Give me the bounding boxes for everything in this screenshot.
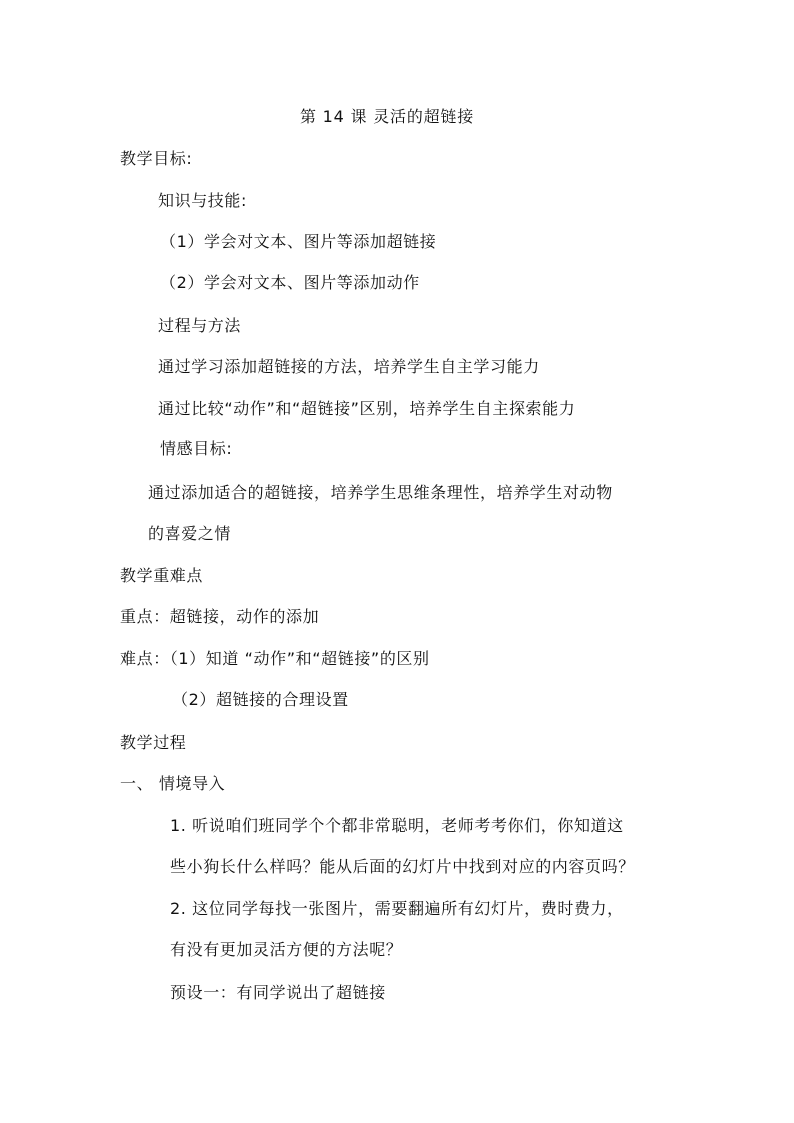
emotion-heading: 情感目标: bbox=[160, 439, 233, 458]
emotion-text-continued: 的喜爱之情 bbox=[148, 524, 232, 543]
section-one-heading: 一、 情境导入 bbox=[120, 774, 226, 793]
difficulty-point-continued: （2）超链接的合理设置 bbox=[172, 690, 349, 709]
step-two-continued: 有没有更加灵活方便的方法呢？ bbox=[170, 940, 403, 959]
process-heading: 过程与方法 bbox=[158, 316, 242, 335]
difficulty-point: 难点：（1）知道 “动作”和“超链接”的区别 bbox=[120, 649, 430, 668]
preset-one: 预设一：有同学说出了超链接 bbox=[170, 983, 386, 1002]
key-difficulty-heading: 教学重难点 bbox=[120, 566, 204, 585]
step-two: 2. 这位同学每找一张图片，需要翻遍所有幻灯片，费时费力， bbox=[170, 899, 624, 918]
lesson-title: 第 14 课 灵活的超链接 bbox=[300, 107, 475, 126]
step-one: 1. 听说咱们班同学个个都非常聪明，老师考考你们，你知道这 bbox=[170, 816, 624, 835]
knowledge-heading: 知识与技能: bbox=[158, 191, 247, 210]
objectives-heading: 教学目标: bbox=[120, 149, 193, 168]
key-point: 重点：超链接，动作的添加 bbox=[120, 607, 320, 626]
emotion-text: 通过添加适合的超链接，培养学生思维条理性，培养学生对动物 bbox=[148, 483, 613, 502]
teaching-process-heading: 教学过程 bbox=[120, 733, 187, 752]
process-item: 通过比较“动作”和“超链接”区别，培养学生自主探索能力 bbox=[158, 399, 576, 418]
knowledge-item: （2）学会对文本、图片等添加动作 bbox=[160, 273, 420, 292]
step-one-continued: 些小狗长什么样吗？能从后面的幻灯片中找到对应的内容页吗？ bbox=[170, 857, 635, 876]
process-item: 通过学习添加超链接的方法，培养学生自主学习能力 bbox=[158, 357, 540, 376]
knowledge-item: （1）学会对文本、图片等添加超链接 bbox=[160, 232, 437, 251]
